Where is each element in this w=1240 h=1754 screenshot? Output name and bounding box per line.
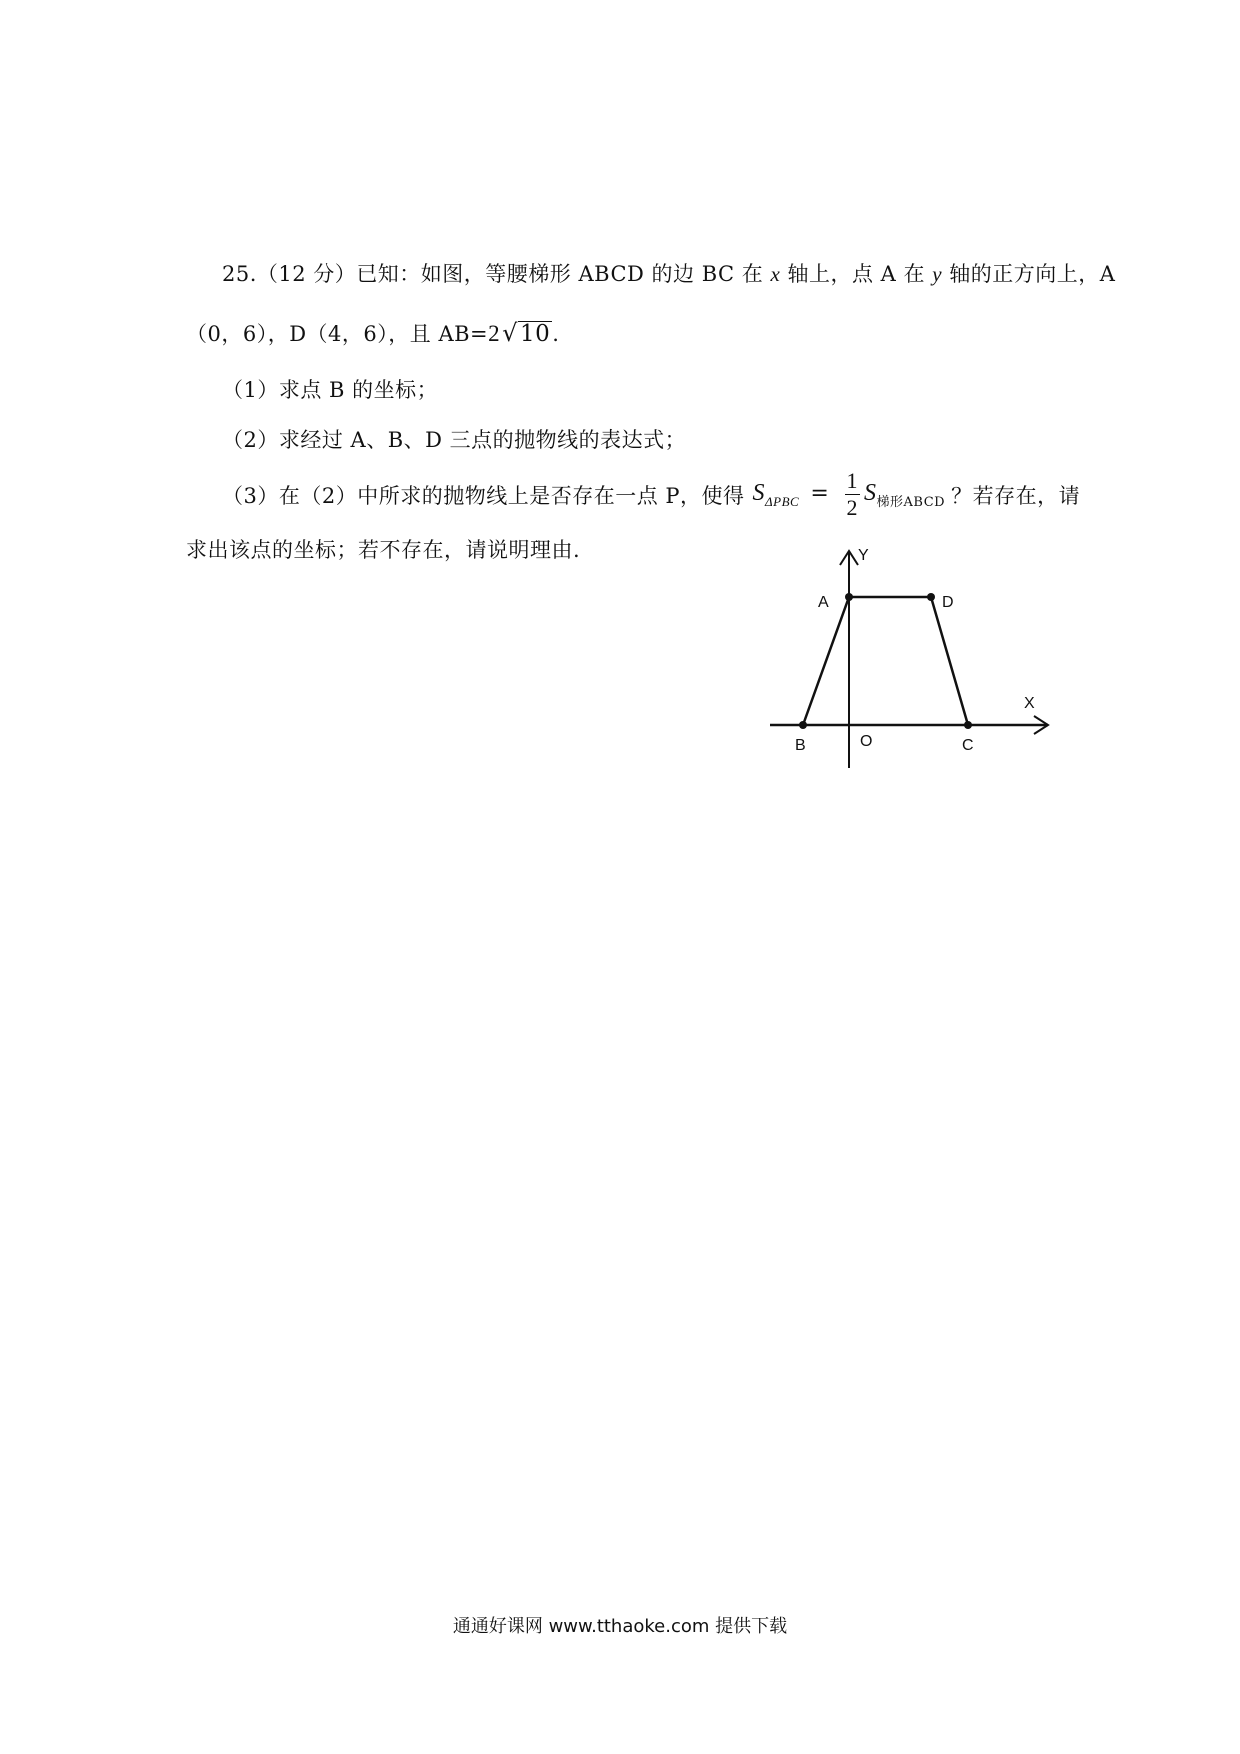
period: . bbox=[552, 322, 560, 346]
ab-coefficient: 2 bbox=[488, 321, 501, 346]
question-1: （1）求点 B 的坐标； bbox=[222, 378, 439, 402]
problem-stem-1: 已知：如图，等腰梯形 ABCD 的边 BC 在 bbox=[356, 262, 764, 286]
s2-subscript: 梯形ABCD bbox=[876, 495, 946, 510]
problem-line-2 bbox=[186, 318, 559, 348]
problem-line-1 bbox=[222, 258, 1115, 288]
question-3-post: ？若存在，请 bbox=[951, 483, 1081, 508]
problem-points: （12 分） bbox=[256, 262, 357, 286]
var-y: y bbox=[932, 262, 943, 286]
question-3-line-2: 求出该点的坐标；若不存在，请说明理由. bbox=[186, 538, 581, 562]
question-3 bbox=[222, 470, 1080, 519]
formula bbox=[753, 470, 946, 519]
label-b: B bbox=[795, 737, 806, 754]
point-d bbox=[927, 593, 935, 601]
fraction-one-half bbox=[845, 470, 861, 519]
s-symbol-2: S bbox=[864, 480, 877, 506]
question-3-pre: （3）在（2）中所求的抛物线上是否存在一点 P，使得 bbox=[222, 483, 745, 508]
equals-sign: = bbox=[810, 481, 830, 506]
s-symbol-1: S bbox=[752, 480, 766, 506]
label-y-axis: Y bbox=[858, 547, 869, 564]
label-o: O bbox=[860, 733, 873, 750]
problem-stem-4: （0，6），D（4，6），且 AB= bbox=[186, 322, 489, 346]
fraction-numerator: 1 bbox=[846, 468, 859, 493]
problem-stem-2: 轴上，点 A 在 bbox=[787, 262, 926, 286]
ab-radicand: 10 bbox=[519, 321, 551, 347]
trapezoid-figure bbox=[770, 540, 1060, 780]
label-x-axis: X bbox=[1024, 695, 1035, 712]
point-b bbox=[799, 721, 807, 729]
trapezoid-abcd bbox=[803, 597, 968, 725]
var-x: x bbox=[770, 262, 781, 286]
question-2: （2）求经过 A、B、D 三点的抛物线的表达式； bbox=[222, 428, 687, 452]
page-footer: 通通好课网 www.tthaoke.com 提供下载 bbox=[452, 1616, 788, 1637]
problem-stem-3: 轴的正方向上，A bbox=[949, 262, 1116, 286]
sqrt-expression: √10 bbox=[502, 319, 551, 347]
label-c: C bbox=[962, 737, 974, 754]
point-a bbox=[845, 593, 853, 601]
point-c bbox=[964, 721, 972, 729]
problem-number: 25. bbox=[222, 262, 257, 286]
s1-subscript: ΔPBC bbox=[765, 494, 800, 509]
label-a: A bbox=[818, 594, 829, 611]
fraction-denominator: 2 bbox=[846, 495, 859, 520]
label-d: D bbox=[942, 594, 954, 611]
